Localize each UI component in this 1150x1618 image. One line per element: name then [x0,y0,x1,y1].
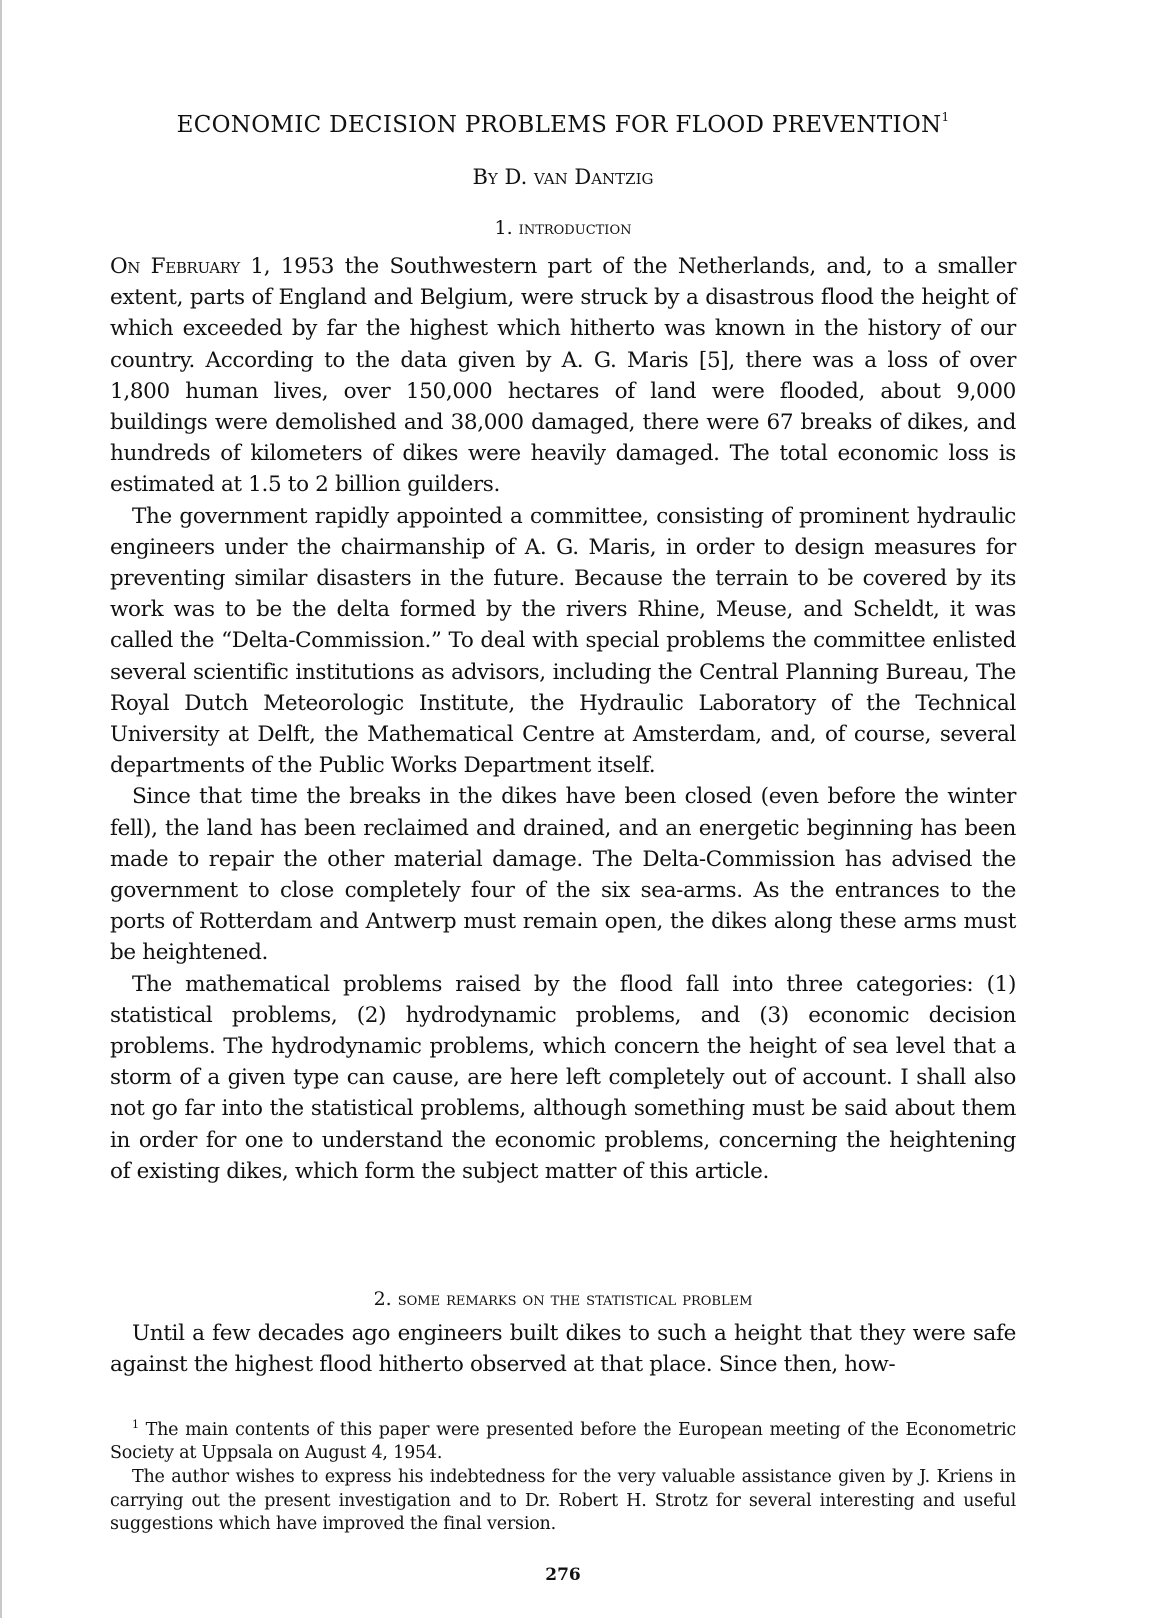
paragraph [110,251,1016,501]
footnote-mark: 1 [132,1418,139,1431]
paragraph: The mathematical problems raised by the flood fall into three categories: (1) statistical problems, (2) hydrodynamic problems, and (3) economic decision problems. The hydrodynamic problems, which concern the height of sea level that a storm of a given type can cause, are here left completely out of account. I shall also not go far into the statistical problems, although something must be said about them in order for one to understand the economic problems, concerning the heightening of existing dikes, which form the subject matter of this article. [110,971,1016,1184]
paper-title [110,112,1016,138]
author-byline: By D. van Dantzig [472,165,654,189]
section-heading-introduction: 1. introduction [494,217,632,239]
footnotes [110,1413,1016,1537]
paragraph: Since that time the breaks in the dikes have been closed (even before the winter fell), the land has been reclaimed and drained, and an energetic beginning has been made to repair the other material damage. The Delta-Commission has advised the government to close completely four of the six sea-arms. As the entrances to the ports of Rotterdam and Antwerp must remain open, the dikes along these arms must be heightened. [110,784,1016,966]
footnote-text: The main contents of this paper were presented before the European meeting of the Econometric Society at Uppsala on August 4, 1954. [110,1419,1016,1464]
page-left-border [0,0,2,1618]
section-heading-statistical-problem: 2. some remarks on the statistical problem [373,1288,753,1310]
section-body-statistical-problem [110,1318,1016,1380]
paragraph: Until a few decades ago engineers built dikes to such a height that they were safe against the highest flood hitherto observed at that place. Since then, how- [110,1321,1016,1378]
footnote [110,1413,1016,1466]
paper-title-text: ECONOMIC DECISION PROBLEMS FOR FLOOD PREVENTION [176,112,942,138]
footnote-acknowledgement: The author wishes to express his indebtedness for the very valuable assistance given by J. Kriens in carrying out the present investigation and to Dr. Robert H. Strotz for several interesting and useful suggestions which have improved the final version. [110,1467,1016,1535]
section-body-introduction [110,251,1016,1187]
title-footnote-mark: 1 [941,110,950,124]
paragraph-text: 1, 1953 the Southwestern part of the Netherlands, and, to a smaller extent, parts of England and Belgium, were struck by a disastrous flood the height of which exceeded by far the highest which hitherto was known in the history of our country. According to the data given by A. G. Maris [5], there was a loss of over 1,800 human lives, over 150,000 hectares of land were flooded, about 9,000 buildings were demolished and 38,000 damaged, there were 67 breaks of dikes, and hundreds of kilometers of dikes were heavily damaged. The total economic loss is estimated at 1.5 to 2 billion guilders. [110,254,1016,498]
page-number: 276 [545,1565,581,1585]
lead-in: On February [110,254,240,279]
paragraph: The government rapidly appointed a committee, consisting of prominent hydraulic engineers under the chairmanship of A. G. Maris, in order to design measures for preventing similar disasters in the future. Because the terrain to be covered by its work was to be the delta formed by the rivers Rhine, Meuse, and Scheldt, it was called the “Delta-Commission.” To deal with special problems the committee enlisted several scientific institutions as advisors, including the Central Planning Bureau, The Royal Dutch Meteorologic Institute, the Hydraulic Laboratory of the Technical University at Delft, the Mathematical Centre at Amsterdam, and, of course, several departments of the Public Works Department itself. [110,503,1016,779]
